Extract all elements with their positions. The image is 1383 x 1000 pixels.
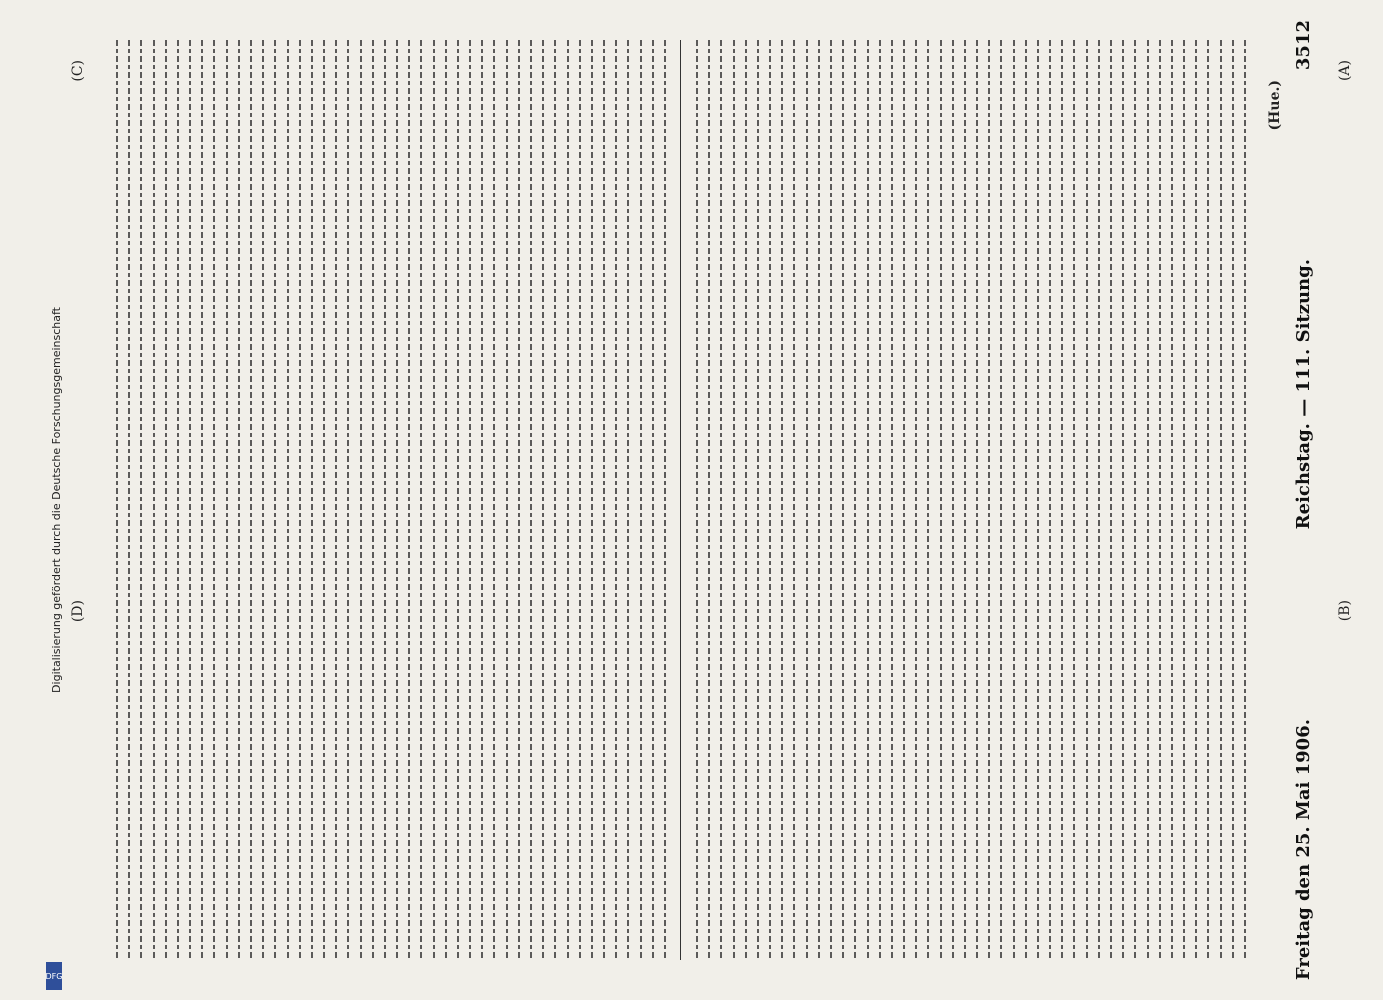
- text-line: [1073, 40, 1075, 960]
- page-header: [1283, 20, 1323, 980]
- text-line: [360, 40, 362, 960]
- text-line: [420, 40, 422, 960]
- running-title: Reichstag. — 111. Sitzung.: [1292, 259, 1314, 530]
- text-line: [579, 40, 581, 960]
- text-line: [1037, 40, 1039, 960]
- text-line: [530, 40, 532, 960]
- text-line: [781, 40, 783, 960]
- text-line: [238, 40, 240, 960]
- text-line: [481, 40, 483, 960]
- text-line: [591, 40, 593, 960]
- speaker-marker: (Hue.): [1267, 80, 1283, 131]
- text-line: [153, 40, 155, 960]
- text-line: [347, 40, 349, 960]
- text-line: [396, 40, 398, 960]
- text-line: [627, 40, 629, 960]
- text-line: [299, 40, 301, 960]
- text-line: [757, 40, 759, 960]
- text-line: [903, 40, 905, 960]
- text-line: [708, 40, 710, 960]
- text-line: [201, 40, 203, 960]
- text-line: [976, 40, 978, 960]
- text-line: [842, 40, 844, 960]
- text-line: [469, 40, 471, 960]
- text-line: [323, 40, 325, 960]
- text-line: [664, 40, 666, 960]
- margin-letter-b: (B): [1337, 600, 1353, 622]
- text-line: [1086, 40, 1088, 960]
- text-line: [830, 40, 832, 960]
- text-line: [518, 40, 520, 960]
- text-line: [554, 40, 556, 960]
- text-line: [116, 40, 118, 960]
- text-line: [988, 40, 990, 960]
- text-line: [1110, 40, 1112, 960]
- text-line: [372, 40, 374, 960]
- text-line: [1049, 40, 1051, 960]
- text-line: [854, 40, 856, 960]
- text-line: [745, 40, 747, 960]
- text-line: [165, 40, 167, 960]
- text-line: [1147, 40, 1149, 960]
- text-line: [696, 40, 698, 960]
- column-divider: [680, 40, 681, 960]
- digitization-credit: Digitalisierung gefördert durch die Deutsche Forschungsgemeinschaft: [49, 307, 63, 693]
- text-line: [879, 40, 881, 960]
- text-line: [128, 40, 130, 960]
- document-page: [40, 0, 1383, 1000]
- text-line: [274, 40, 276, 960]
- text-line: [603, 40, 605, 960]
- text-line: [433, 40, 435, 960]
- text-line: [384, 40, 386, 960]
- text-line: [311, 40, 313, 960]
- text-line: [793, 40, 795, 960]
- text-line: [915, 40, 917, 960]
- text-line: [733, 40, 735, 960]
- margin-letter-d: (D): [70, 600, 86, 623]
- text-line: [964, 40, 966, 960]
- text-line: [1171, 40, 1173, 960]
- text-line: [891, 40, 893, 960]
- text-line: [1000, 40, 1002, 960]
- text-line: [250, 40, 252, 960]
- margin-letter-c: (C): [70, 60, 86, 82]
- text-line: [652, 40, 654, 960]
- text-column-lower: [110, 40, 670, 960]
- text-line: [1232, 40, 1234, 960]
- text-line: [952, 40, 954, 960]
- text-line: [806, 40, 808, 960]
- text-line: [1134, 40, 1136, 960]
- text-line: [408, 40, 410, 960]
- text-line: [445, 40, 447, 960]
- text-line: [640, 40, 642, 960]
- text-line: [940, 40, 942, 960]
- text-line: [1244, 40, 1246, 960]
- text-column-upper: [690, 40, 1250, 960]
- text-line: [1122, 40, 1124, 960]
- text-line: [189, 40, 191, 960]
- text-line: [615, 40, 617, 960]
- text-line: [1207, 40, 1209, 960]
- margin-letter-a: (A): [1337, 60, 1353, 82]
- text-line: [567, 40, 569, 960]
- text-line: [720, 40, 722, 960]
- text-line: [493, 40, 495, 960]
- text-line: [818, 40, 820, 960]
- text-line: [1061, 40, 1063, 960]
- page-number: 3512: [1292, 20, 1314, 71]
- text-line: [1159, 40, 1161, 960]
- text-line: [1013, 40, 1015, 960]
- text-line: [1195, 40, 1197, 960]
- dfg-logo: DFG: [46, 962, 62, 990]
- text-line: [177, 40, 179, 960]
- text-line: [457, 40, 459, 960]
- text-line: [769, 40, 771, 960]
- text-line: [867, 40, 869, 960]
- text-line: [140, 40, 142, 960]
- text-line: [1098, 40, 1100, 960]
- text-line: [262, 40, 264, 960]
- text-line: [213, 40, 215, 960]
- text-line: [927, 40, 929, 960]
- text-line: [1220, 40, 1222, 960]
- text-line: [506, 40, 508, 960]
- text-line: [287, 40, 289, 960]
- text-line: [335, 40, 337, 960]
- text-line: [1025, 40, 1027, 960]
- text-line: [542, 40, 544, 960]
- text-line: [226, 40, 228, 960]
- text-line: [1183, 40, 1185, 960]
- session-date: Freitag den 25. Mai 1906.: [1292, 718, 1314, 980]
